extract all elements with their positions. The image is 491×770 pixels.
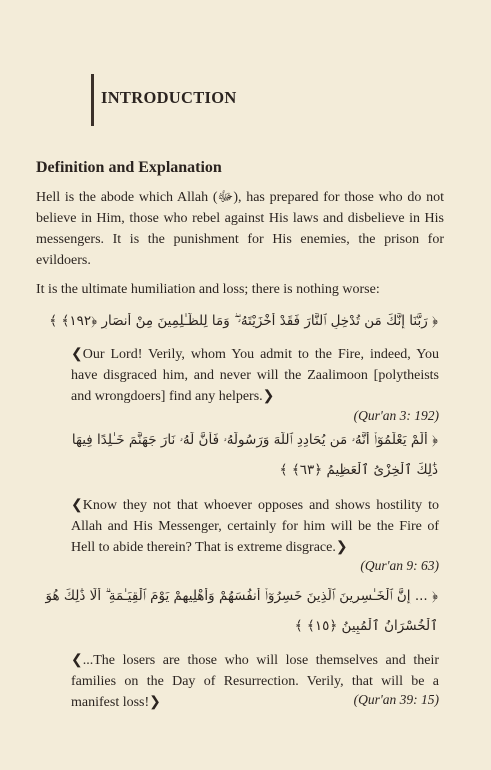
arabic-verse-2-line-1: ﴿ أَلَمْ يَعْلَمُوٓا۟ أَنَّهُۥ مَن يُحَادِدِ ٱللَّهَ وَرَسُولَهُۥ فَأَنَّ لَهُۥ نَارَ جَهَنَّمَ خَـٰلِدًا فِيهَا <box>71 432 438 448</box>
verse-3-reference: (Qur'an 39: 15) <box>353 692 439 707</box>
arabic-verse-3-line-1: ﴿ ... إِنَّ ٱلْخَـٰسِرِينَ ٱلَّذِينَ خَسِرُوٓا۟ أَنفُسَهُمْ وَأَهْلِيهِمْ يَوْمَ ٱلْقِيَـٰمَةِ ۗ أَلَا ذَٰلِكَ هُوَ <box>45 588 438 604</box>
chapter-title-bar <box>91 74 94 126</box>
arabic-verse-1-line-1: ﴿ رَبَّنَا إِنَّكَ مَن تُدْخِلِ ٱلنَّارَ فَقَدْ أَخْزَيْتَهُۥ ۖ وَمَا لِلظَّـٰلِمِينَ مِنْ أَنصَارٍ ﴿١٩٢﴾ ﴾ <box>49 313 438 329</box>
verse-2-reference: (Qur'an 9: 63) <box>360 558 439 573</box>
verse-3-translation: ❮...The losers are those who will lose themselves and their families on the Day of Resurrection. Verily, that will be a manifest loss!❯ <box>71 653 439 710</box>
verse-1-reference: (Qur'an 3: 192) <box>353 408 439 423</box>
chapter-title: INTRODUCTION <box>101 88 237 107</box>
arabic-verse-2-line-2: ذَٰلِكَ ٱلْخِزْىُ ٱلْعَظِيمُ ﴿٦٣﴾ ﴾ <box>279 462 438 478</box>
body-paragraph-2: It is the ultimate humiliation and loss; there is nothing worse: <box>36 282 380 297</box>
body-paragraph-1: Hell is the abode which Allah (ﷻ), has prepared for those who do not believe in Him, those who rebel against His laws and disbelieve in His messengers. It is the punishment for His enemies, the prison for evildoers. <box>36 190 445 268</box>
verse-1-translation: ❮Our Lord! Verily, whom You admit to the Fire, indeed, You have disgraced him, and never will the Zaalimoon [polytheists and wrongdoers] find any helpers.❯ <box>71 347 439 404</box>
section-heading: Definition and Explanation <box>36 159 222 176</box>
verse-2-translation: ❮Know they not that whoever opposes and shows hostility to Allah and His Messenger, certainly for him will be the Fire of Hell to abide therein? That is extreme disgrace.❯ <box>71 498 439 555</box>
arabic-verse-3-line-2: ٱلْخُسْرَانُ ٱلْمُبِينُ ﴿١٥﴾ ﴾ <box>294 618 438 634</box>
